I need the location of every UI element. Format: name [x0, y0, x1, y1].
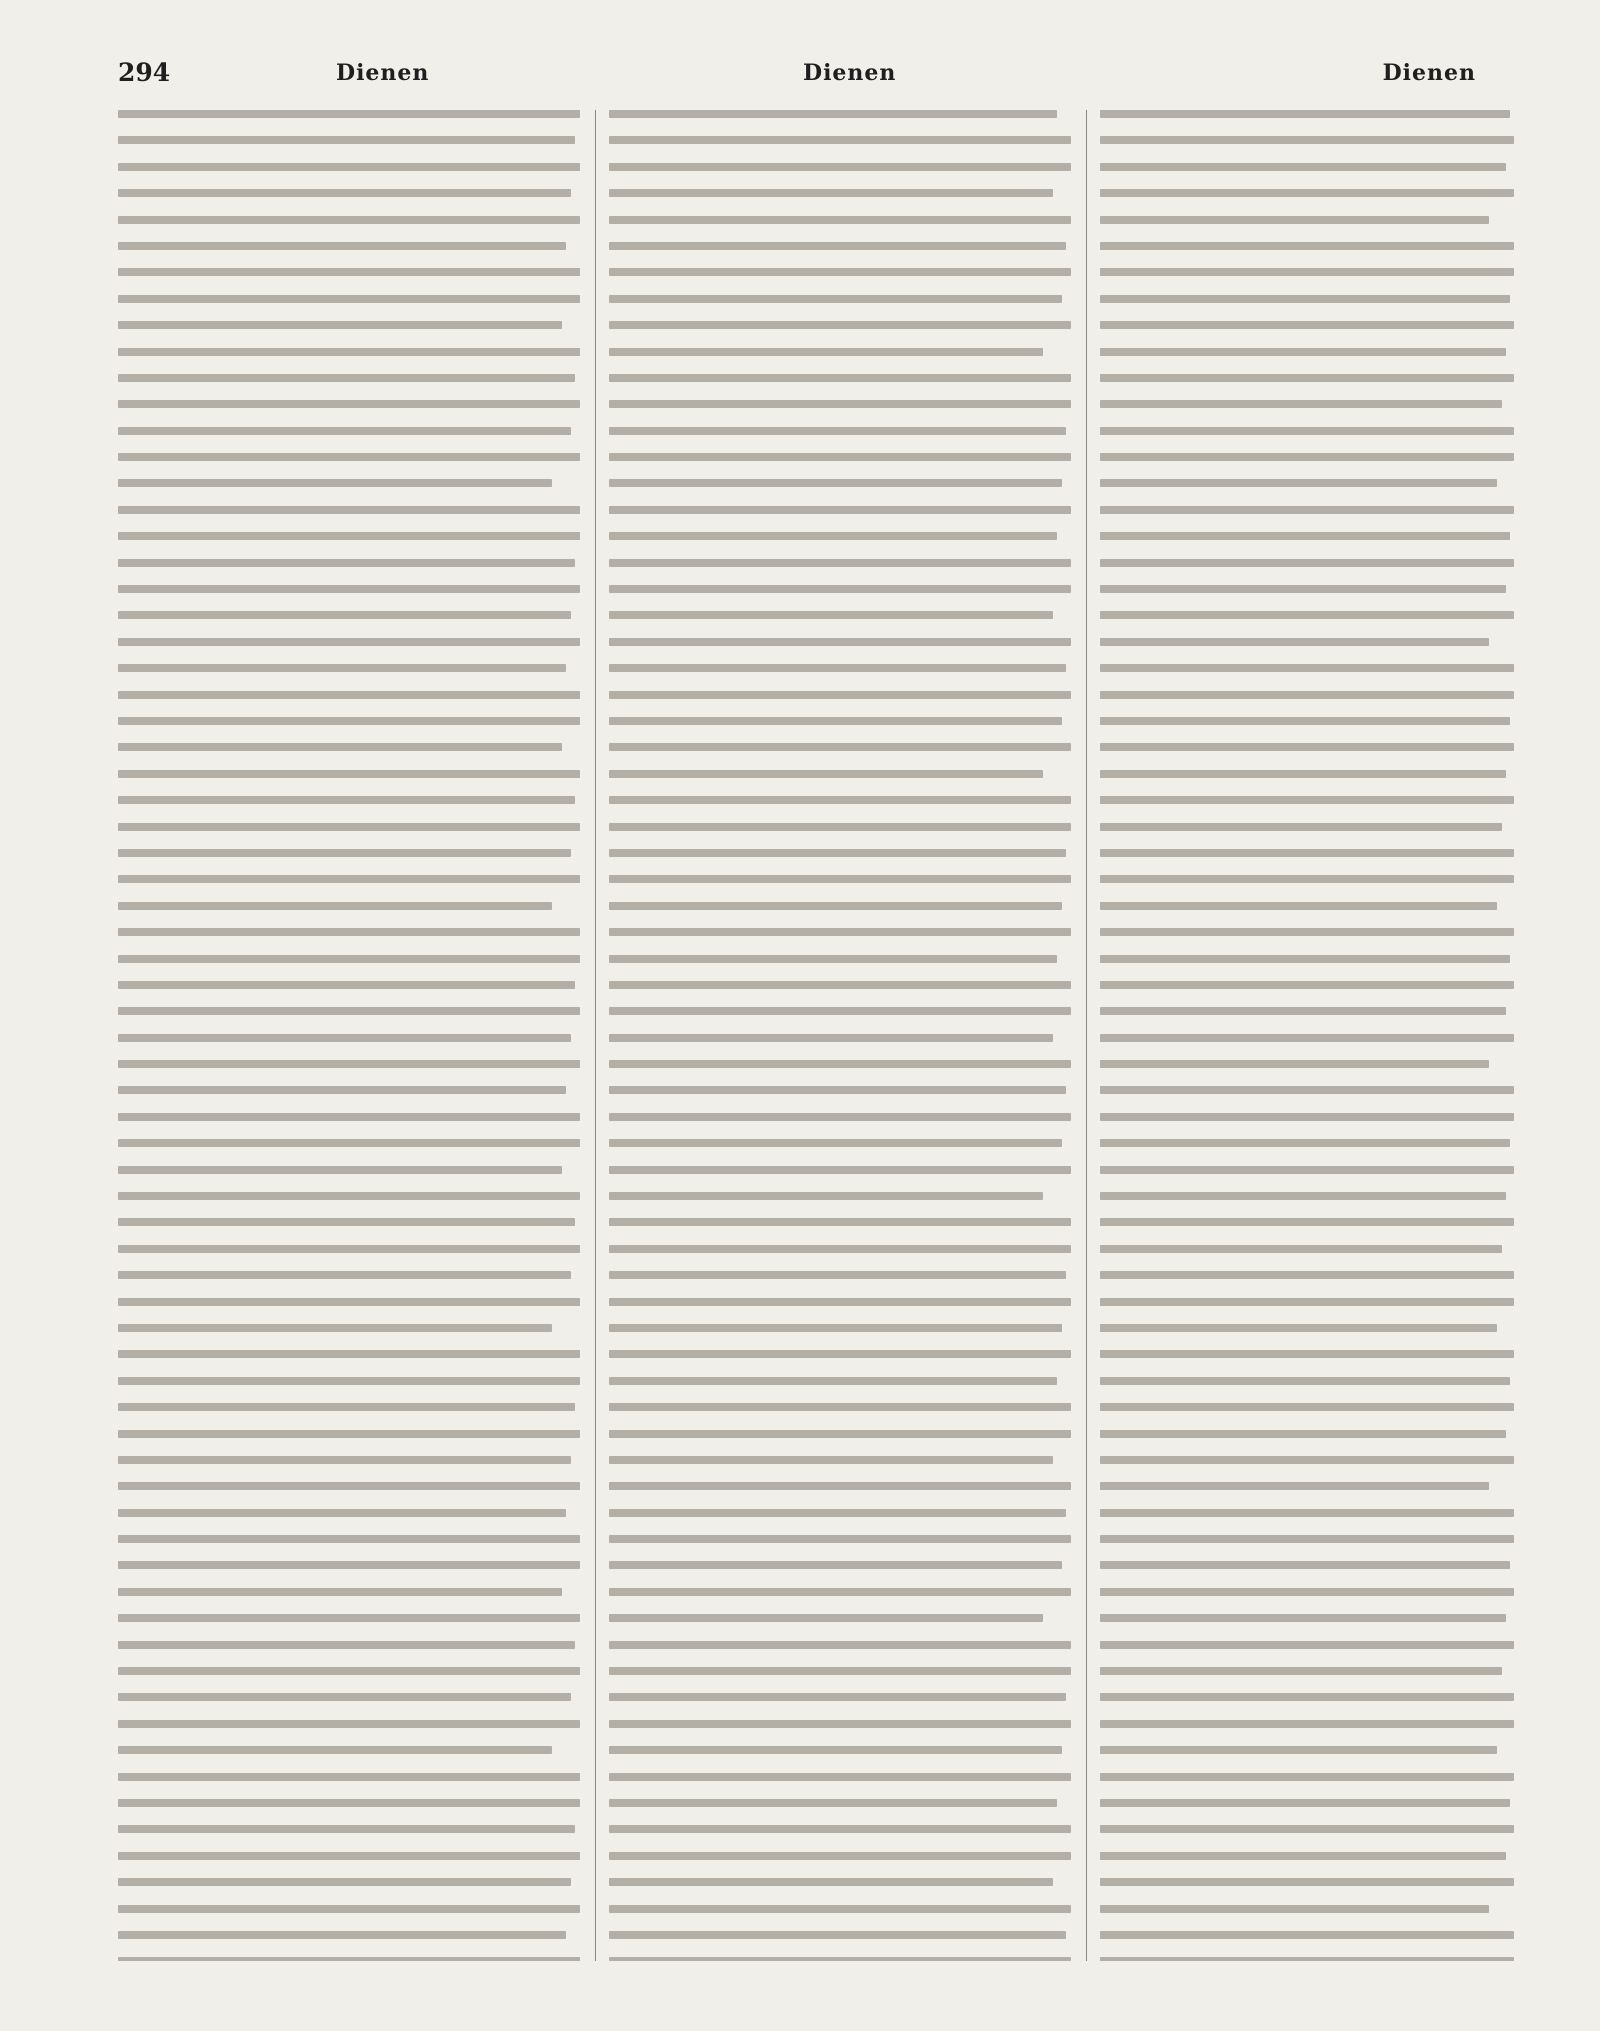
text-line-placeholder — [1100, 1430, 1506, 1438]
text-line-placeholder — [1100, 532, 1510, 540]
text-line-placeholder — [1100, 1456, 1514, 1464]
text-line-placeholder — [1100, 321, 1514, 329]
text-line-placeholder — [118, 479, 552, 487]
text-line-placeholder — [609, 1693, 1066, 1701]
text-line-placeholder — [1100, 1667, 1502, 1675]
text-line-placeholder — [118, 849, 571, 857]
text-line-placeholder — [118, 770, 580, 778]
text-line-placeholder — [118, 453, 580, 461]
text-line-placeholder — [609, 611, 1053, 619]
text-line-placeholder — [609, 1746, 1062, 1754]
text-line-placeholder — [1100, 400, 1502, 408]
text-line-placeholder — [118, 796, 575, 804]
text-line-placeholder — [609, 1139, 1062, 1147]
text-line-placeholder — [1100, 611, 1514, 619]
text-line-placeholder — [1100, 1957, 1514, 1961]
text-line-placeholder — [1100, 1614, 1506, 1622]
text-line-placeholder — [1100, 902, 1497, 910]
text-line-placeholder — [1100, 1878, 1514, 1886]
text-line-placeholder — [1100, 1192, 1506, 1200]
text-line-placeholder — [118, 242, 566, 250]
column-3 — [1100, 110, 1514, 1961]
text-line-placeholder — [1100, 1218, 1514, 1226]
text-line-placeholder — [118, 1218, 575, 1226]
text-line-placeholder — [609, 1799, 1057, 1807]
text-line-placeholder — [609, 1931, 1066, 1939]
text-line-placeholder — [118, 611, 571, 619]
text-line-placeholder — [118, 400, 580, 408]
text-line-placeholder — [118, 1139, 580, 1147]
text-line-placeholder — [1100, 875, 1514, 883]
text-line-placeholder — [609, 136, 1071, 144]
text-line-placeholder — [609, 1482, 1071, 1490]
text-line-placeholder — [609, 928, 1071, 936]
text-line-placeholder — [609, 1218, 1071, 1226]
text-line-placeholder — [1100, 1825, 1514, 1833]
text-line-placeholder — [609, 110, 1057, 118]
text-line-placeholder — [118, 981, 575, 989]
text-line-placeholder — [118, 1482, 580, 1490]
text-line-placeholder — [609, 717, 1062, 725]
text-line-placeholder — [609, 216, 1071, 224]
text-line-placeholder — [609, 1825, 1071, 1833]
text-line-placeholder — [609, 189, 1053, 197]
text-line-placeholder — [1100, 1535, 1514, 1543]
text-line-placeholder — [118, 1773, 580, 1781]
text-line-placeholder — [118, 1377, 580, 1385]
text-line-placeholder — [609, 796, 1071, 804]
text-line-placeholder — [118, 1456, 571, 1464]
text-line-placeholder — [609, 479, 1062, 487]
text-line-placeholder — [118, 1905, 580, 1913]
text-line-placeholder — [609, 1086, 1066, 1094]
text-line-placeholder — [1100, 1086, 1514, 1094]
column-rule — [595, 110, 596, 1961]
text-line-placeholder — [609, 691, 1071, 699]
text-line-placeholder — [609, 1456, 1053, 1464]
text-line-placeholder — [1100, 295, 1510, 303]
text-line-placeholder — [118, 1060, 580, 1068]
text-line-placeholder — [1100, 1799, 1510, 1807]
text-line-placeholder — [1100, 1773, 1514, 1781]
text-line-placeholder — [118, 823, 580, 831]
text-line-placeholder — [118, 1166, 562, 1174]
text-line-placeholder — [1100, 585, 1506, 593]
text-line-placeholder — [609, 1641, 1071, 1649]
text-line-placeholder — [1100, 691, 1514, 699]
text-line-placeholder — [1100, 427, 1514, 435]
text-line-placeholder — [1100, 638, 1489, 646]
text-line-placeholder — [118, 1720, 580, 1728]
text-line-placeholder — [118, 1799, 580, 1807]
text-line-placeholder — [118, 348, 580, 356]
text-line-placeholder — [609, 664, 1066, 672]
text-line-placeholder — [1100, 1113, 1514, 1121]
text-line-placeholder — [1100, 268, 1514, 276]
text-line-placeholder — [1100, 242, 1514, 250]
text-line-placeholder — [1100, 1693, 1514, 1701]
text-line-placeholder — [118, 1535, 580, 1543]
text-line-placeholder — [118, 1641, 575, 1649]
text-line-placeholder — [118, 1271, 571, 1279]
text-line-placeholder — [1100, 823, 1502, 831]
text-line-placeholder — [1100, 1509, 1514, 1517]
text-line-placeholder — [118, 1192, 580, 1200]
text-line-placeholder — [609, 743, 1071, 751]
text-line-placeholder — [1100, 796, 1514, 804]
text-line-placeholder — [118, 1034, 571, 1042]
text-line-placeholder — [609, 242, 1066, 250]
text-line-placeholder — [609, 506, 1071, 514]
text-line-placeholder — [609, 1007, 1071, 1015]
text-line-placeholder — [1100, 664, 1514, 672]
column-1 — [118, 110, 580, 1961]
text-line-placeholder — [118, 1852, 580, 1860]
text-line-placeholder — [609, 453, 1071, 461]
text-line-placeholder — [1100, 1746, 1497, 1754]
text-line-placeholder — [118, 1931, 566, 1939]
text-line-placeholder — [1100, 348, 1506, 356]
text-line-placeholder — [118, 691, 580, 699]
text-line-placeholder — [118, 559, 575, 567]
text-line-placeholder — [609, 1561, 1062, 1569]
text-line-placeholder — [118, 189, 571, 197]
text-line-placeholder — [118, 1509, 566, 1517]
text-line-placeholder — [609, 1113, 1071, 1121]
text-line-placeholder — [609, 1166, 1071, 1174]
text-line-placeholder — [118, 1324, 552, 1332]
text-line-placeholder — [609, 1403, 1071, 1411]
text-line-placeholder — [118, 1430, 580, 1438]
text-line-placeholder — [1100, 1482, 1489, 1490]
text-line-placeholder — [1100, 717, 1510, 725]
text-line-placeholder — [609, 1245, 1071, 1253]
text-line-placeholder — [118, 1113, 580, 1121]
text-line-placeholder — [1100, 479, 1497, 487]
text-line-placeholder — [609, 321, 1071, 329]
text-line-placeholder — [1100, 1324, 1497, 1332]
text-line-placeholder — [1100, 1403, 1514, 1411]
text-line-placeholder — [609, 1271, 1066, 1279]
text-line-placeholder — [1100, 1905, 1489, 1913]
text-line-placeholder — [118, 136, 575, 144]
text-line-placeholder — [609, 1588, 1071, 1596]
text-line-placeholder — [609, 1377, 1057, 1385]
text-line-placeholder — [609, 1905, 1071, 1913]
text-line-placeholder — [118, 1693, 571, 1701]
text-line-placeholder — [609, 1430, 1071, 1438]
text-line-placeholder — [118, 163, 580, 171]
column-2 — [609, 110, 1071, 1961]
text-line-placeholder — [118, 1878, 571, 1886]
text-line-placeholder — [118, 506, 580, 514]
text-line-placeholder — [1100, 1034, 1514, 1042]
text-line-placeholder — [609, 1192, 1043, 1200]
text-line-placeholder — [609, 823, 1071, 831]
text-line-placeholder — [609, 374, 1071, 382]
text-line-placeholder — [609, 1535, 1071, 1543]
text-line-placeholder — [1100, 559, 1514, 567]
text-line-placeholder — [609, 163, 1071, 171]
text-line-placeholder — [609, 400, 1071, 408]
text-line-placeholder — [609, 1878, 1053, 1886]
text-columns — [118, 110, 1514, 1961]
text-line-placeholder — [609, 902, 1062, 910]
text-line-placeholder — [609, 1957, 1071, 1961]
page-number: 294 — [118, 58, 171, 87]
text-line-placeholder — [609, 1667, 1071, 1675]
text-line-placeholder — [609, 1324, 1062, 1332]
text-line-placeholder — [609, 955, 1057, 963]
text-line-placeholder — [1100, 1350, 1514, 1358]
text-line-placeholder — [118, 928, 580, 936]
text-line-placeholder — [1100, 163, 1506, 171]
text-line-placeholder — [118, 664, 566, 672]
text-line-placeholder — [1100, 955, 1510, 963]
text-line-placeholder — [118, 585, 580, 593]
text-line-placeholder — [118, 110, 580, 118]
text-line-placeholder — [118, 216, 580, 224]
text-line-placeholder — [118, 1614, 580, 1622]
text-line-placeholder — [118, 743, 562, 751]
text-line-placeholder — [118, 1007, 580, 1015]
text-line-placeholder — [609, 1773, 1071, 1781]
text-line-placeholder — [1100, 1271, 1514, 1279]
text-line-placeholder — [1100, 849, 1514, 857]
text-line-placeholder — [1100, 453, 1514, 461]
text-line-placeholder — [1100, 1007, 1506, 1015]
text-line-placeholder — [1100, 1245, 1502, 1253]
text-line-placeholder — [1100, 1641, 1514, 1649]
text-line-placeholder — [1100, 136, 1514, 144]
text-line-placeholder — [609, 1614, 1043, 1622]
text-line-placeholder — [118, 1350, 580, 1358]
text-line-placeholder — [609, 1509, 1066, 1517]
headword-center: Dienen — [803, 60, 897, 86]
text-line-placeholder — [118, 1561, 580, 1569]
text-line-placeholder — [118, 875, 580, 883]
text-line-placeholder — [118, 1746, 552, 1754]
headword-left: Dienen — [336, 60, 430, 86]
text-line-placeholder — [118, 295, 580, 303]
text-line-placeholder — [1100, 743, 1514, 751]
text-line-placeholder — [609, 268, 1071, 276]
text-line-placeholder — [1100, 506, 1514, 514]
text-line-placeholder — [1100, 1852, 1506, 1860]
text-line-placeholder — [1100, 1588, 1514, 1596]
text-line-placeholder — [609, 1298, 1071, 1306]
text-line-placeholder — [118, 1403, 575, 1411]
text-line-placeholder — [609, 849, 1066, 857]
text-line-placeholder — [609, 638, 1071, 646]
text-line-placeholder — [609, 1034, 1053, 1042]
text-line-placeholder — [118, 717, 580, 725]
running-header — [118, 44, 1514, 100]
text-line-placeholder — [118, 1245, 580, 1253]
text-line-placeholder — [118, 268, 580, 276]
text-line-placeholder — [609, 770, 1043, 778]
text-line-placeholder — [609, 559, 1071, 567]
text-line-placeholder — [609, 295, 1062, 303]
text-line-placeholder — [118, 902, 552, 910]
text-line-placeholder — [118, 1957, 580, 1961]
text-line-placeholder — [1100, 981, 1514, 989]
text-line-placeholder — [609, 585, 1071, 593]
text-line-placeholder — [118, 1667, 580, 1675]
text-line-placeholder — [1100, 1720, 1514, 1728]
text-line-placeholder — [609, 1350, 1071, 1358]
text-line-placeholder — [1100, 1377, 1510, 1385]
text-line-placeholder — [1100, 1298, 1514, 1306]
text-line-placeholder — [609, 1060, 1071, 1068]
text-line-placeholder — [118, 374, 575, 382]
text-line-placeholder — [118, 321, 562, 329]
headword-right: Dienen — [1382, 60, 1476, 86]
text-line-placeholder — [1100, 928, 1514, 936]
text-line-placeholder — [1100, 374, 1514, 382]
text-line-placeholder — [1100, 1931, 1514, 1939]
text-line-placeholder — [1100, 770, 1506, 778]
text-line-placeholder — [609, 427, 1066, 435]
text-line-placeholder — [609, 532, 1057, 540]
text-line-placeholder — [609, 348, 1043, 356]
text-line-placeholder — [609, 981, 1071, 989]
text-line-placeholder — [1100, 1060, 1489, 1068]
text-line-placeholder — [1100, 216, 1489, 224]
text-line-placeholder — [118, 1298, 580, 1306]
text-line-placeholder — [1100, 110, 1510, 118]
text-line-placeholder — [609, 1720, 1071, 1728]
text-line-placeholder — [609, 1852, 1071, 1860]
text-line-placeholder — [118, 532, 580, 540]
text-line-placeholder — [609, 875, 1071, 883]
text-line-placeholder — [1100, 1139, 1510, 1147]
text-line-placeholder — [118, 1588, 562, 1596]
text-line-placeholder — [1100, 189, 1514, 197]
text-line-placeholder — [118, 1086, 566, 1094]
text-line-placeholder — [118, 427, 571, 435]
text-line-placeholder — [118, 1825, 575, 1833]
text-line-placeholder — [1100, 1561, 1510, 1569]
column-rule — [1086, 110, 1087, 1961]
text-line-placeholder — [1100, 1166, 1514, 1174]
text-line-placeholder — [118, 955, 580, 963]
text-line-placeholder — [118, 638, 580, 646]
